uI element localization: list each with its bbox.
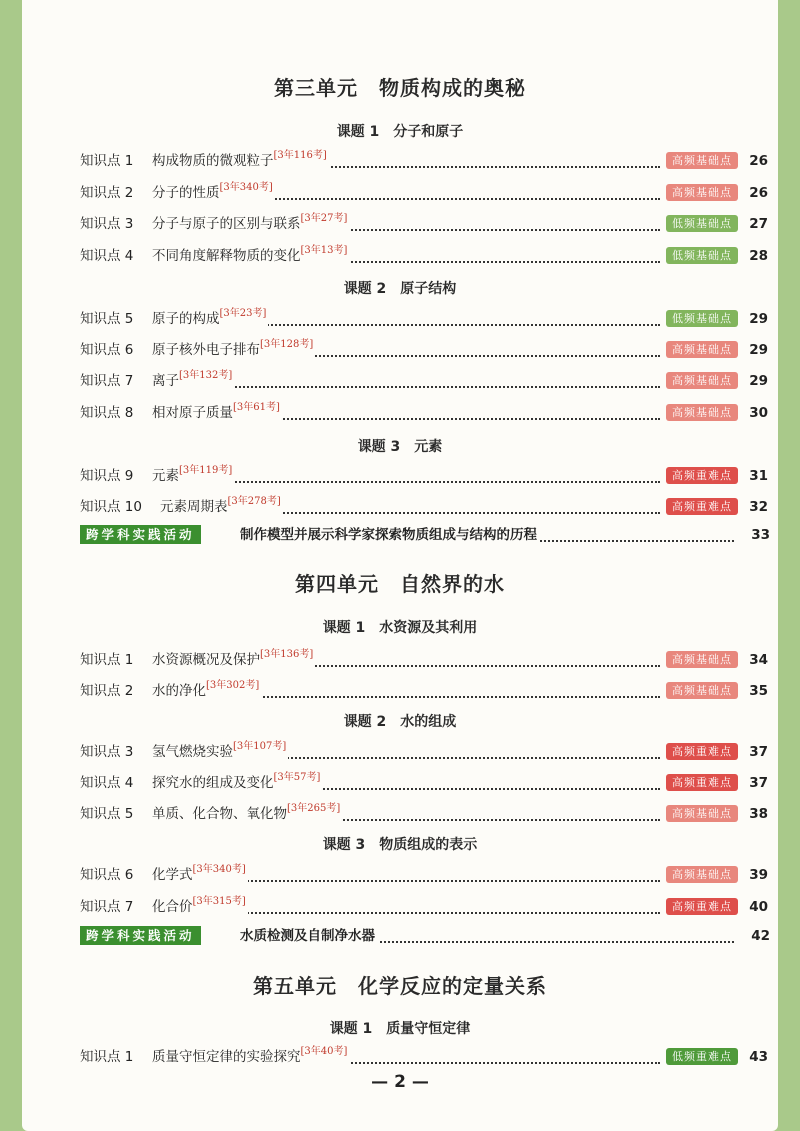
difficulty-badge: 高频重难点 (666, 743, 738, 760)
knowledge-point-title (152, 803, 342, 825)
difficulty-badge: 高频基础点 (666, 341, 738, 358)
page-number: 35 (749, 683, 768, 699)
exam-frequency: [3年119考] (179, 465, 233, 476)
lesson-title: 课题 2 水的组成 (343, 714, 457, 730)
title-text: 元素周期表 (160, 499, 228, 515)
knowledge-point-label: 知识点 1 (80, 1049, 134, 1065)
knowledge-point-label: 知识点 5 (80, 311, 134, 327)
activity-row[interactable] (80, 524, 770, 546)
exam-frequency: [3年128考] (260, 339, 314, 350)
exam-frequency: [3年265考] (287, 803, 341, 814)
difficulty-badge: 高频基础点 (666, 152, 738, 169)
unit-title: 第四单元 自然界的水 (295, 572, 505, 596)
exam-frequency: [3年61考] (233, 402, 280, 413)
difficulty-badge: 高频基础点 (666, 682, 738, 699)
knowledge-point-label: 知识点 9 (80, 468, 134, 484)
title-text: 元素 (152, 468, 179, 484)
title-text: 化学式 (152, 867, 193, 883)
difficulty-badge: 高频重难点 (666, 498, 738, 515)
page-number: 31 (749, 468, 768, 484)
activity-title: 制作模型并展示科学家探索物质组成与结构的历程 (240, 524, 540, 546)
toc-row[interactable] (80, 496, 768, 518)
page-number: 39 (749, 867, 768, 883)
title-text: 水资源概况及保护 (152, 652, 260, 668)
knowledge-point-label: 知识点 8 (80, 405, 134, 421)
page-number: 38 (749, 806, 768, 822)
title-text: 探究水的组成及变化 (152, 775, 274, 791)
page-number: 34 (749, 652, 768, 668)
exam-frequency: [3年116考] (273, 150, 327, 161)
title-text: 原子核外电子排布 (152, 342, 260, 358)
page-number: 42 (751, 928, 770, 944)
knowledge-point-title (152, 896, 248, 918)
exam-frequency: [3年278考] (227, 496, 281, 507)
page-number: 37 (749, 744, 768, 760)
title-text: 单质、化合物、氧化物 (152, 806, 287, 822)
difficulty-badge: 高频基础点 (666, 404, 738, 421)
knowledge-point-title (152, 402, 282, 424)
activity-row[interactable] (80, 925, 770, 947)
knowledge-point-title (152, 150, 329, 172)
knowledge-point-title (152, 465, 234, 487)
page-number: 33 (751, 527, 770, 543)
knowledge-point-label: 知识点 5 (80, 806, 134, 822)
toc-row[interactable] (80, 308, 768, 330)
title-text: 化合价 (152, 899, 193, 915)
toc-row[interactable] (80, 182, 768, 204)
lesson-title: 课题 1 水资源及其利用 (322, 620, 478, 636)
difficulty-badge: 高频重难点 (666, 898, 738, 915)
page-number: 29 (749, 342, 768, 358)
knowledge-point-title (152, 649, 315, 671)
knowledge-point-title (152, 741, 288, 763)
toc-row[interactable] (80, 1046, 768, 1068)
toc-row[interactable] (80, 680, 768, 702)
knowledge-point-label: 知识点 6 (80, 342, 134, 358)
difficulty-badge: 高频基础点 (666, 184, 738, 201)
lesson-title: 课题 2 原子结构 (343, 281, 457, 297)
exam-frequency: [3年340考] (219, 182, 273, 193)
knowledge-point-label: 知识点 3 (80, 216, 134, 232)
toc-row[interactable] (80, 370, 768, 392)
lesson-title: 课题 3 元素 (357, 439, 443, 455)
difficulty-badge: 低频基础点 (666, 247, 738, 264)
difficulty-badge: 低频基础点 (666, 310, 738, 327)
knowledge-point-label: 知识点 2 (80, 185, 134, 201)
exam-frequency: [3年136考] (260, 649, 314, 660)
lesson-title: 课题 1 质量守恒定律 (329, 1021, 471, 1037)
toc-row[interactable] (80, 402, 768, 424)
knowledge-point-title (160, 496, 283, 518)
toc-row[interactable] (80, 896, 768, 918)
lesson-title: 课题 1 分子和原子 (336, 124, 464, 140)
title-text: 氢气燃烧实验 (152, 744, 233, 760)
title-text: 不同角度解释物质的变化 (152, 248, 301, 264)
difficulty-badge: 高频基础点 (666, 805, 738, 822)
difficulty-badge: 高频基础点 (666, 866, 738, 883)
page-number: 29 (749, 373, 768, 389)
exam-frequency: [3年107考] (233, 741, 287, 752)
knowledge-point-label: 知识点 4 (80, 248, 134, 264)
page-footer-number: — 2 — (371, 1072, 429, 1092)
exam-frequency: [3年23考] (219, 308, 267, 319)
page-number: 26 (749, 153, 768, 169)
knowledge-point-label: 知识点 7 (80, 373, 134, 389)
page-number: 27 (749, 216, 768, 232)
knowledge-point-label: 知识点 6 (80, 867, 134, 883)
exam-frequency: [3年132考] (179, 370, 233, 381)
activity-tag: 跨学科实践活动 (80, 525, 201, 544)
exam-frequency: [3年13考] (300, 245, 348, 256)
difficulty-badge: 低频重难点 (666, 1048, 738, 1065)
toc-row[interactable] (80, 649, 768, 671)
knowledge-point-title (152, 680, 261, 702)
page-number: 32 (749, 499, 768, 515)
exam-frequency: [3年315考] (192, 896, 246, 907)
unit-title: 第五单元 化学反应的定量关系 (253, 974, 547, 998)
knowledge-point-label: 知识点 1 (80, 652, 134, 668)
knowledge-point-label: 知识点 10 (80, 499, 142, 515)
difficulty-badge: 低频基础点 (666, 215, 738, 232)
toc-row[interactable] (80, 339, 768, 361)
knowledge-point-label: 知识点 4 (80, 775, 134, 791)
lesson-title: 课题 3 物质组成的表示 (322, 837, 478, 853)
activity-title: 水质检测及自制净水器 (240, 925, 378, 947)
toc-row[interactable] (80, 772, 768, 794)
toc-row[interactable] (80, 150, 768, 172)
knowledge-point-label: 知识点 3 (80, 744, 134, 760)
knowledge-point-label: 知识点 1 (80, 153, 134, 169)
title-text: 构成物质的微观粒子 (152, 153, 274, 169)
knowledge-point-title (152, 308, 268, 330)
title-text: 相对原子质量 (152, 405, 233, 421)
toc-page (22, 0, 778, 1131)
page-number: 28 (749, 248, 768, 264)
knowledge-point-label: 知识点 2 (80, 683, 134, 699)
title-text: 分子的性质 (152, 185, 220, 201)
exam-frequency: [3年302考] (206, 680, 260, 691)
exam-frequency: [3年340考] (192, 864, 246, 875)
difficulty-badge: 高频基础点 (666, 372, 738, 389)
knowledge-point-title (152, 213, 349, 235)
page-number: 30 (749, 405, 768, 421)
exam-frequency: [3年27考] (300, 213, 348, 224)
difficulty-badge: 高频重难点 (666, 467, 738, 484)
toc-row[interactable] (80, 245, 768, 267)
exam-frequency: [3年57考] (273, 772, 321, 783)
toc-row[interactable] (80, 213, 768, 235)
toc-row[interactable] (80, 864, 768, 886)
knowledge-point-title (152, 182, 275, 204)
knowledge-point-label: 知识点 7 (80, 899, 134, 915)
knowledge-point-title (152, 1046, 349, 1068)
activity-tag: 跨学科实践活动 (80, 926, 201, 945)
difficulty-badge: 高频重难点 (666, 774, 738, 791)
knowledge-point-title (152, 772, 322, 794)
page-number: 37 (749, 775, 768, 791)
title-text: 质量守恒定律的实验探究 (152, 1049, 301, 1065)
difficulty-badge: 高频基础点 (666, 651, 738, 668)
page-number: 26 (749, 185, 768, 201)
toc-row[interactable] (80, 465, 768, 487)
page-number: 43 (749, 1049, 768, 1065)
toc-row[interactable] (80, 741, 768, 763)
knowledge-point-title (152, 245, 349, 267)
title-text: 原子的构成 (152, 311, 220, 327)
title-text: 离子 (152, 373, 179, 389)
knowledge-point-title (152, 370, 234, 392)
title-text: 分子与原子的区别与联系 (152, 216, 301, 232)
title-text: 水的净化 (152, 683, 206, 699)
knowledge-point-title (152, 864, 248, 886)
exam-frequency: [3年40考] (300, 1046, 348, 1057)
unit-title: 第三单元 物质构成的奥秘 (274, 76, 526, 100)
knowledge-point-title (152, 339, 315, 361)
page-number: 40 (749, 899, 768, 915)
page-number: 29 (749, 311, 768, 327)
toc-row[interactable] (80, 803, 768, 825)
